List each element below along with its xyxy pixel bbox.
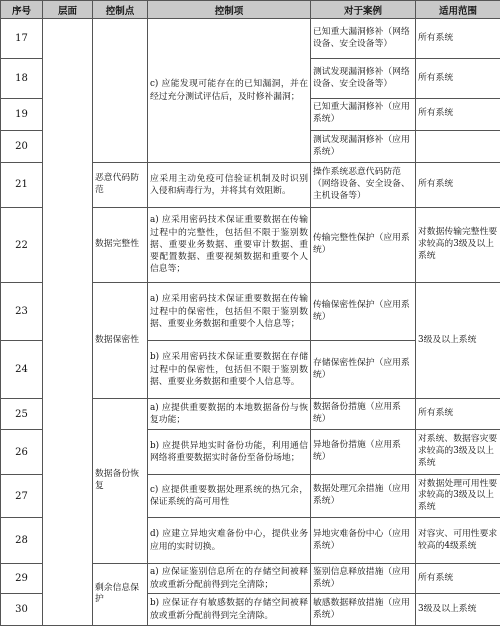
case-cell: 测试发现漏洞修补（应用系统） [311,130,416,163]
control-item-cell: a) 应保证鉴别信息所在的存储空间被释放或重新分配前得到完全清除； [148,563,311,594]
case-cell: 已知重大漏洞修补（应用系统） [311,99,416,131]
row-number: 23 [1,283,43,341]
table-header-row [1,1,500,19]
control-point-residual: 剩余信息保护 [93,563,148,625]
control-point-integrity: 数据完整性 [93,207,148,283]
row-number: 18 [1,59,43,99]
layer-cell [43,19,93,626]
row-number: 19 [1,99,43,131]
case-cell: 传输完整性保护（应用系统） [311,207,416,283]
control-point-confidentiality: 数据保密性 [93,283,148,399]
case-cell: 已知重大漏洞修补（网络设备、安全设备等） [311,19,416,59]
table-row [1,19,500,59]
control-item-cell: a) 应采用密码技术保证重要数据在传输过程中的完整性，包括但不限于鉴别数据、重要业务数据、重要审计数据、重要配置数据、重要视频数据和重要个人信息等； [148,207,311,283]
header-control-point: 控制点 [93,1,148,19]
row-number: 17 [1,19,43,59]
control-item-cell: c) 应能发现可能存在的已知漏洞，并在经过充分测试评估后，及时修补漏洞； [148,19,311,163]
case-cell: 异地备份措施（应用系统） [311,429,416,474]
control-point-malicious-code: 恶意代码防范 [93,163,148,207]
control-item-cell: 应采用主动免疫可信验证机制及时识别入侵和病毒行为，并将其有效阻断。 [148,163,311,207]
header-layer: 层面 [43,1,93,19]
scope-cell: 所有系统 [416,563,500,594]
scope-cell: 所有系统 [416,163,500,207]
scope-cell [416,130,500,163]
row-number: 26 [1,429,43,474]
scope-cell: 对数据传输完整性要求较高的3级及以上系统 [416,207,500,283]
row-number: 20 [1,130,43,163]
header-scope: 适用范围 [416,1,500,19]
row-number: 24 [1,341,43,399]
scope-cell: 所有系统 [416,99,500,131]
case-cell: 鉴别信息释放措施（应用系统） [311,563,416,594]
row-number: 28 [1,518,43,563]
control-item-cell: c) 应提供重要数据处理系统的热冗余，保证系统的高可用性 [148,475,311,518]
scope-cell: 3级及以上系统 [416,283,500,399]
scope-cell: 所有系统 [416,19,500,59]
scope-cell: 对数据处理可用性要求较高的3级及以上系统 [416,475,500,518]
row-number: 22 [1,207,43,283]
control-item-cell: a) 应采用密码技术保证重要数据在传输过程中的保密性，包括但不限于鉴别数据、重要业务数据和重要个人信息等； [148,283,311,341]
row-number: 29 [1,563,43,594]
control-item-cell: b) 应提供异地实时备份功能，利用通信网络将重要数据实时备份至备份场地； [148,429,311,474]
control-item-cell: b) 应采用密码技术保证重要数据在存储过程中的保密性，包括但不限于鉴别数据、重要业务数据和重要个人信息等。 [148,341,311,399]
control-item-cell: b) 应保证存有敏感数据的存储空间被释放或重新分配前得到完全清除。 [148,594,311,626]
case-cell: 存储保密性保护（应用系统） [311,341,416,399]
case-cell: 传输保密性保护（应用系统） [311,283,416,341]
case-cell: 敏感数据释放措施（应用系统） [311,594,416,626]
scope-cell: 对系统、数据容灾要求较高的3级及以上系统 [416,429,500,474]
row-number: 25 [1,399,43,430]
row-number: 27 [1,475,43,518]
control-item-cell: d) 应建立异地灾难备份中心，提供业务应用的实时切换。 [148,518,311,563]
control-point-cell [93,19,148,163]
control-item-cell: a) 应提供重要数据的本地数据备份与恢复功能； [148,399,311,430]
header-control-item: 控制项 [148,1,311,19]
control-point-backup: 数据备份恢复 [93,399,148,563]
scope-cell: 3级及以上系统 [416,594,500,626]
header-case: 对于案例 [311,1,416,19]
case-cell: 数据处理冗余措施（应用系统） [311,475,416,518]
case-cell: 操作系统恶意代码防范（网络设备、安全设备、主机设备等） [311,163,416,207]
header-no: 序号 [1,1,43,19]
row-number: 30 [1,594,43,626]
scope-cell: 所有系统 [416,399,500,430]
scope-cell: 所有系统 [416,59,500,99]
scope-cell: 对容灾、可用性要求较高的4级系统 [416,518,500,563]
row-number: 21 [1,163,43,207]
case-cell: 异地灾难备份中心（应用系统） [311,518,416,563]
case-cell: 测试发现漏洞修补（网络设备、安全设备等） [311,59,416,99]
case-cell: 数据备份措施（应用系统） [311,399,416,430]
